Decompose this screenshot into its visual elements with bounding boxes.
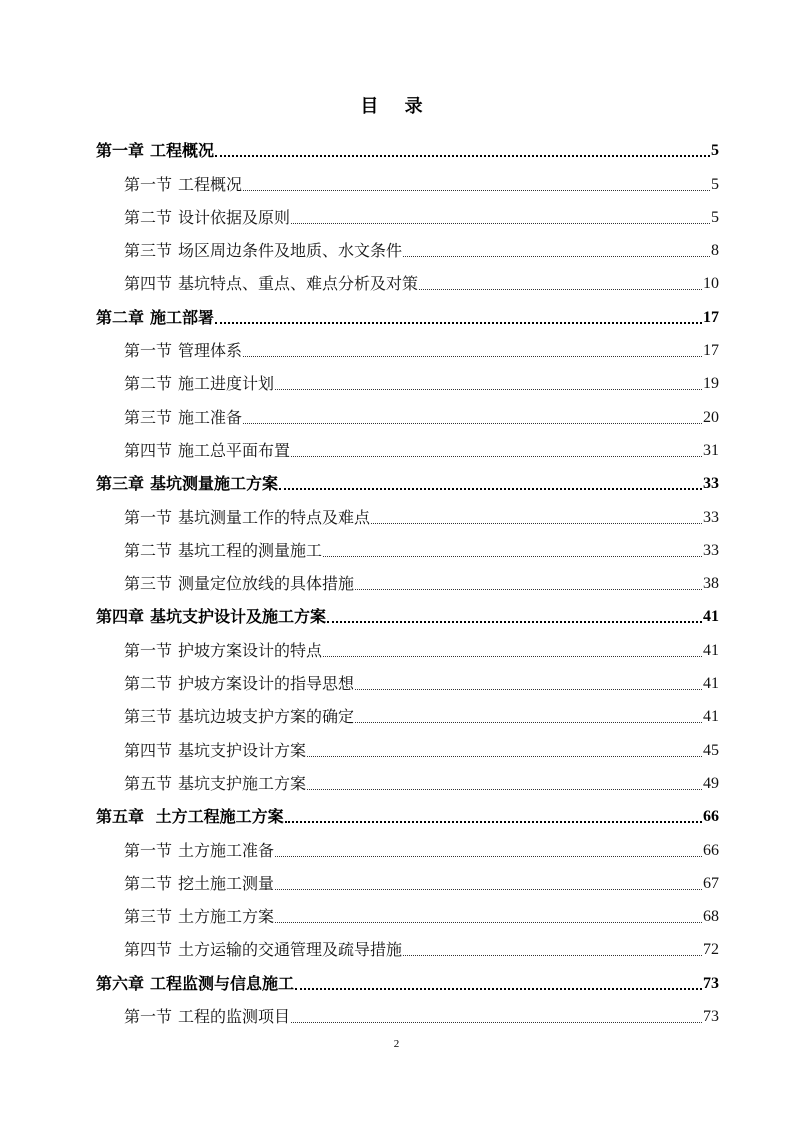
toc-chapter-1[interactable] [96,128,719,161]
toc-section[interactable] [96,561,719,594]
dot-leader [275,889,702,890]
toc-entry-title: 土方运输的交通管理及疏导措施 [178,940,403,960]
toc-entry-title: 基坑工程的测量施工 [178,540,323,560]
toc-section[interactable] [96,761,719,794]
toc-section[interactable] [96,328,719,361]
toc-chapter-5[interactable] [96,794,719,827]
dot-leader [295,988,702,990]
toc-entry-title: 土方施工方案 [178,907,275,927]
toc-entry-title: 施工部署 [150,307,215,327]
toc-section[interactable] [96,827,719,860]
dot-leader [327,621,702,623]
toc-entry-title: 施工总平面布置 [178,440,291,460]
toc-entry-page: 8 [711,242,719,260]
toc-entry-page: 66 [703,841,719,859]
toc-section[interactable] [96,228,719,261]
toc-entry-title: 施工进度计划 [178,374,275,394]
toc-entry-page: 20 [703,408,719,426]
toc-section[interactable] [96,861,719,894]
toc-entry-page: 41 [703,608,719,626]
toc-entry-page: 73 [703,1008,719,1026]
toc-entry-title: 测量定位放线的具体措施 [178,574,355,594]
toc-entry-title: 基坑支护设计方案 [178,740,307,760]
toc-section[interactable] [96,661,719,694]
toc-entry-page: 5 [711,175,719,193]
toc-chapter-6[interactable] [96,960,719,993]
toc-chapter-2[interactable] [96,294,719,327]
toc-entry-number: 第一节 [124,341,173,361]
toc-entry-title: 管理体系 [178,341,243,361]
toc-entry-number: 第四节 [124,274,173,294]
toc-entry-title: 土方施工准备 [178,840,275,860]
toc-entry-page: 73 [703,974,719,992]
toc-entry-number: 第三节 [124,241,173,261]
dot-leader [403,955,702,956]
toc-entry-page: 68 [703,908,719,926]
toc-entry-title: 基坑特点、重点、难点分析及对策 [178,274,419,294]
toc-entry-number: 第一节 [124,174,173,194]
page-number: 2 [393,1038,400,1050]
toc-section[interactable] [96,394,719,427]
toc-entry-number: 第六章 [96,973,145,993]
toc-entry-title: 基坑支护施工方案 [178,773,307,793]
toc-entry-number: 第一节 [124,640,173,660]
toc-entry-number: 第三节 [124,574,173,594]
toc-entry-title: 基坑支护设计及施工方案 [150,607,327,627]
toc-entry-title: 土方工程施工方案 [150,807,284,827]
toc-entry-number: 第五章 [96,807,145,827]
toc-section[interactable] [96,428,719,461]
toc-entry-title: 施工准备 [178,407,243,427]
dot-leader [403,256,710,257]
dot-leader [307,789,702,790]
dot-leader [275,922,702,923]
toc-entry-page: 66 [703,808,719,826]
toc-entry-number: 第二章 [96,307,145,327]
dot-leader [285,821,702,823]
toc-entry-page: 67 [703,874,719,892]
toc-entry-page: 45 [703,741,719,759]
toc-entry-page: 41 [703,675,719,693]
toc-entry-title: 工程概况 [178,174,243,194]
toc-entry-title: 基坑测量施工方案 [150,474,279,494]
dot-leader [243,356,702,357]
toc-entry-number: 第四节 [124,940,173,960]
toc-entry-page: 41 [703,708,719,726]
toc-chapter-4[interactable] [96,594,719,627]
toc-entry-number: 第二节 [124,540,173,560]
toc-section[interactable] [96,927,719,960]
dot-leader [355,689,702,690]
dot-leader [323,656,702,657]
toc-entry-number: 第四节 [124,440,173,460]
dot-leader [279,488,702,490]
toc-section[interactable] [96,261,719,294]
toc-entry-page: 5 [711,208,719,226]
toc-entry-title: 设计依据及原则 [178,207,291,227]
dot-leader [291,1022,702,1023]
toc-section[interactable] [96,894,719,927]
toc-entry-number: 第二节 [124,207,173,227]
dot-leader [243,190,710,191]
dot-leader [243,423,702,424]
toc-entry-title: 工程概况 [150,141,215,161]
toc-section[interactable] [96,994,719,1027]
toc-entry-number: 第二节 [124,873,173,893]
toc-entry-title: 护坡方案设计的指导思想 [178,674,355,694]
toc-entry-number: 第三节 [124,907,173,927]
toc-entry-title: 工程的监测项目 [178,1007,291,1027]
toc-entry-page: 17 [703,308,719,326]
toc-chapter-3[interactable] [96,461,719,494]
toc-entry-page: 5 [711,142,719,160]
dot-leader [419,289,702,290]
toc-entry-number: 第一节 [124,840,173,860]
toc-entry-page: 38 [703,575,719,593]
toc-entry-title: 工程监测与信息施工 [150,973,295,993]
dot-leader [291,223,710,224]
toc-entry-number: 第三节 [124,707,173,727]
dot-leader [355,589,702,590]
dot-leader [291,456,702,457]
toc-entry-page: 49 [703,774,719,792]
dot-leader [215,155,710,157]
toc-entry-number: 第三章 [96,474,145,494]
toc-entry-number: 第一节 [124,507,173,527]
toc-entry-page: 33 [703,508,719,526]
toc-entry-page: 72 [703,941,719,959]
toc-section[interactable] [96,195,719,228]
toc-entry-number: 第四章 [96,607,145,627]
toc-entry-page: 33 [703,475,719,493]
dot-leader [355,722,702,723]
dot-leader [307,756,702,757]
toc-entry-number: 第五节 [124,773,173,793]
toc-entry-number: 第三节 [124,407,173,427]
toc-section[interactable] [96,727,719,760]
toc-section[interactable] [96,161,719,194]
toc-entry-title: 挖土施工测量 [178,873,275,893]
toc-entry-title: 基坑边坡支护方案的确定 [178,707,355,727]
table-of-contents [96,128,719,1027]
dot-leader [275,389,702,390]
toc-section[interactable] [96,361,719,394]
toc-entry-number: 第一节 [124,1007,173,1027]
dot-leader [323,556,702,557]
toc-entry-number: 第一章 [96,141,145,161]
toc-entry-page: 10 [703,275,719,293]
toc-entry-page: 19 [703,375,719,393]
toc-entry-number: 第四节 [124,740,173,760]
toc-entry-page: 31 [703,441,719,459]
toc-section[interactable] [96,694,719,727]
toc-section[interactable] [96,494,719,527]
toc-entry-title: 场区周边条件及地质、水文条件 [178,241,403,261]
toc-title: 目 录 [360,96,433,117]
toc-entry-title: 基坑测量工作的特点及难点 [178,507,371,527]
toc-section[interactable] [96,528,719,561]
toc-entry-page: 33 [703,541,719,559]
dot-leader [215,322,702,324]
toc-entry-number: 第二节 [124,674,173,694]
dot-leader [371,523,702,524]
toc-section[interactable] [96,627,719,660]
toc-entry-page: 41 [703,641,719,659]
toc-entry-title: 护坡方案设计的特点 [178,640,323,660]
toc-entry-number: 第二节 [124,374,173,394]
toc-entry-page: 17 [703,342,719,360]
dot-leader [275,856,702,857]
